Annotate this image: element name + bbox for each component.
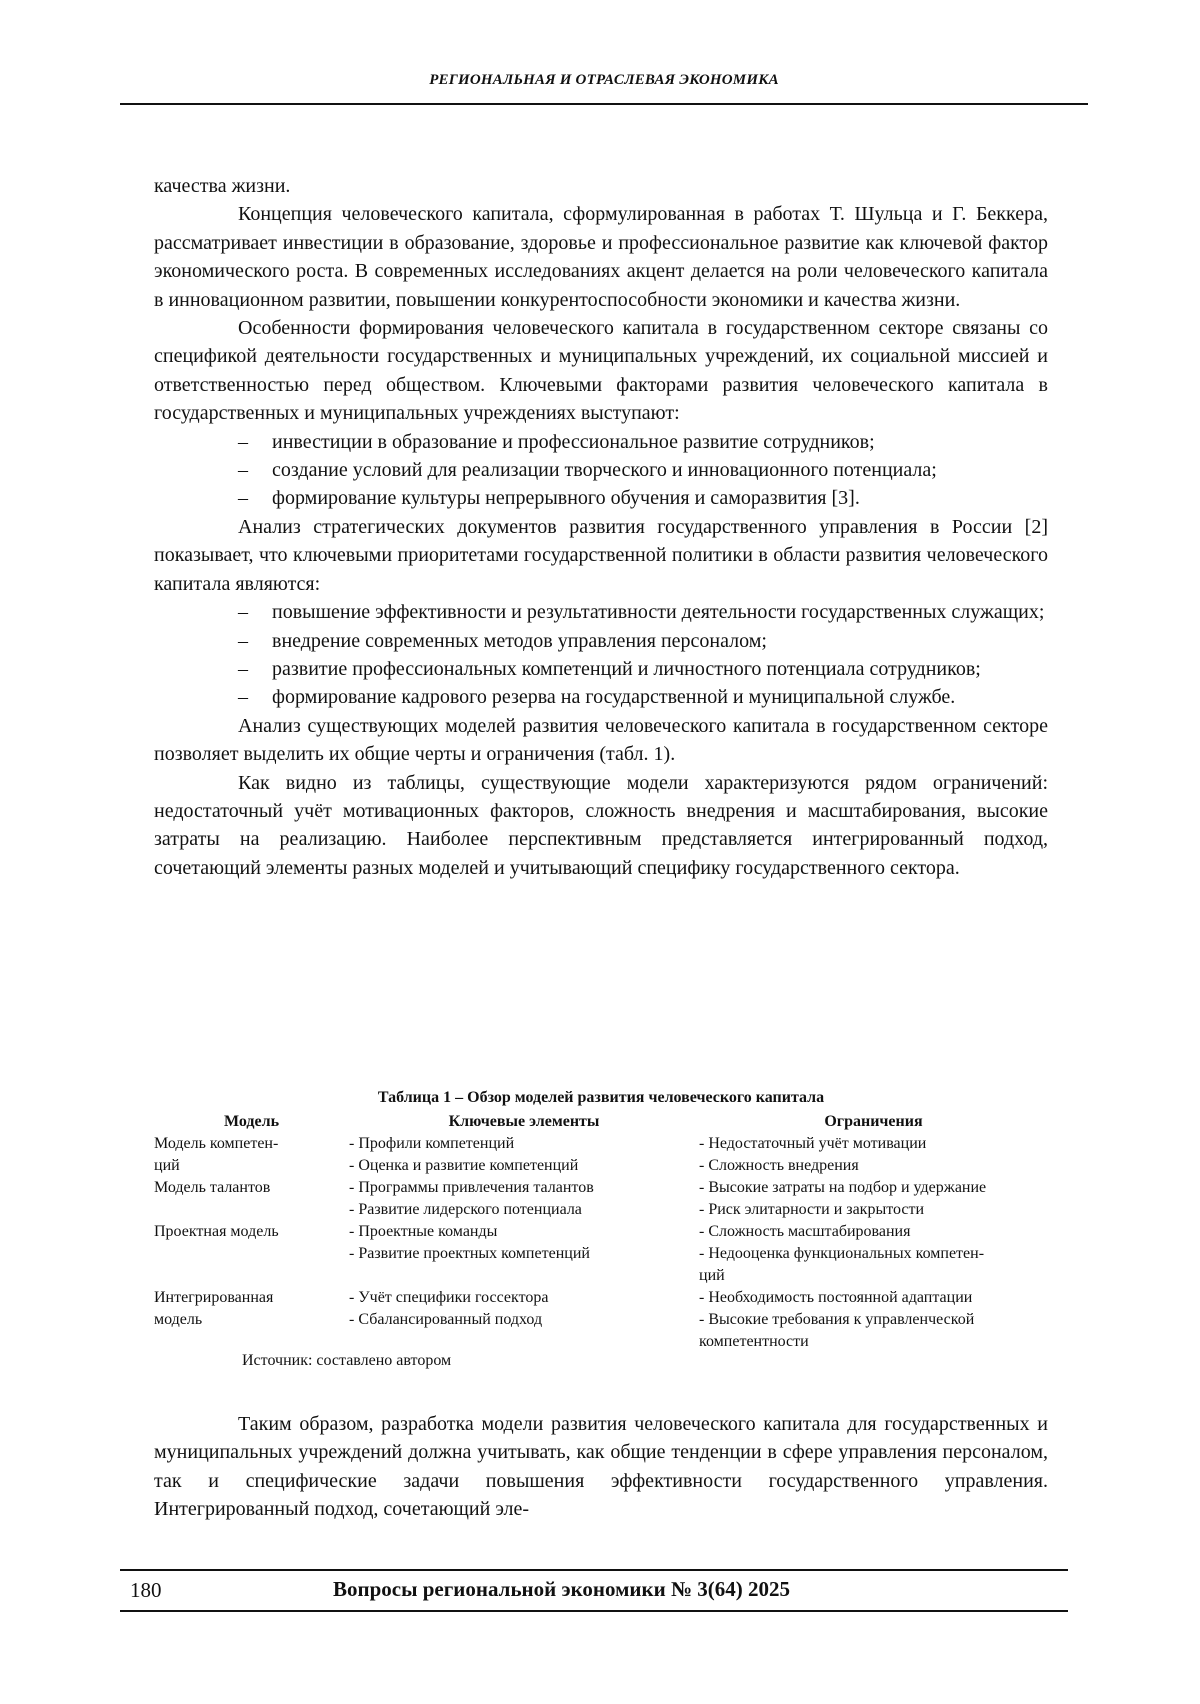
table-row bbox=[154, 1177, 1048, 1221]
footer-rule-bottom bbox=[120, 1610, 1068, 1612]
table-source-note: Источник: составлено автором bbox=[242, 1352, 452, 1369]
cell-limits bbox=[699, 1287, 1048, 1353]
list-dash: – bbox=[238, 430, 248, 453]
closing-paragraph bbox=[154, 1410, 1048, 1524]
paragraph: Как видно из таблицы, существующие модели характеризуются рядом ограничений: недостаточный учёт мотивационных факторов, сложность внедрения и масштабирования, высокие затраты на реализацию. Наиболее перспективным представляется интегрированный подход, сочетающий элементы разных моделей и учитывающий специфику государственного сектора. bbox=[154, 771, 1048, 879]
footer-rule-top bbox=[120, 1569, 1068, 1571]
list-dash: – bbox=[238, 629, 248, 652]
list-item bbox=[154, 484, 1048, 512]
cell-model bbox=[154, 1133, 349, 1177]
cell-line: Проектная модель bbox=[154, 1223, 279, 1240]
cell-limits bbox=[699, 1133, 1048, 1177]
cell-elements bbox=[349, 1177, 699, 1221]
cell-model bbox=[154, 1221, 349, 1287]
list-item-text: внедрение современных методов управления персоналом; bbox=[272, 629, 767, 652]
list-item-text: создание условий для реализации творческого и инновационного потенциала; bbox=[272, 459, 937, 482]
paragraph: Анализ существующих моделей развития человеческого капитала в государственном секторе позволяет выделить их общие черты и ограничения (табл. 1). bbox=[154, 714, 1048, 766]
article-body bbox=[154, 172, 1048, 882]
cell-line: - Проектные команды bbox=[349, 1223, 498, 1240]
page-number: 180 bbox=[130, 1578, 162, 1602]
cell-line: модель bbox=[154, 1311, 203, 1328]
cell-line: - Программы привлечения талантов bbox=[349, 1179, 594, 1196]
table-row bbox=[154, 1287, 1048, 1353]
cell-elements bbox=[349, 1287, 699, 1353]
column-header-elements: Ключевые элементы bbox=[448, 1113, 600, 1130]
cell-model bbox=[154, 1287, 349, 1353]
list-dash: – bbox=[238, 601, 248, 624]
cell-line: - Риск элитарности и закрытости bbox=[699, 1201, 925, 1218]
table-row bbox=[154, 1221, 1048, 1287]
list-item bbox=[154, 598, 1048, 626]
list-item-text: формирование культуры непрерывного обучения и саморазвития [3]. bbox=[272, 487, 860, 510]
cell-line: - Развитие проектных компетенций bbox=[349, 1245, 590, 1262]
list-dash: – bbox=[238, 657, 248, 680]
cell-line: компетентности bbox=[699, 1333, 809, 1350]
list-dash: – bbox=[238, 487, 248, 510]
cell-limits bbox=[699, 1221, 1048, 1287]
table-header-row bbox=[154, 1111, 1048, 1133]
cell-elements bbox=[349, 1133, 699, 1177]
list-item bbox=[154, 683, 1048, 711]
paragraph: Анализ стратегических документов развития государственного управления в России [2] показывает, что ключевыми приоритетами государственной политики в области развития человеческого капитала являются: bbox=[154, 515, 1048, 595]
cell-line: - Недостаточный учёт мотивации bbox=[699, 1135, 927, 1152]
cell-line: - Профили компетенций bbox=[349, 1135, 515, 1152]
cell-line: - Высокие требования к управленческой bbox=[699, 1311, 975, 1328]
running-head: РЕГИОНАЛЬНАЯ И ОТРАСЛЕВАЯ ЭКОНОМИКА bbox=[429, 72, 779, 88]
list-item bbox=[154, 456, 1048, 484]
cell-line: Интегрированная bbox=[154, 1289, 274, 1306]
list-item-text: формирование кадрового резерва на государственной и муниципальной службе. bbox=[272, 686, 956, 709]
paragraph: Таким образом, разработка модели развития человеческого капитала для государственных и муниципальных учреждений должна учитывать, как общие тенденции в сфере управления персоналом, так и специфические задачи повышения эффективности государственного управления. Интегрированный подход, сочетающий эле- bbox=[154, 1413, 1048, 1521]
cell-line: Модель компетен- bbox=[154, 1135, 279, 1152]
cell-line: - Высокие затраты на подбор и удержание bbox=[699, 1179, 987, 1196]
cell-line: ций bbox=[154, 1157, 180, 1174]
list-item bbox=[154, 627, 1048, 655]
journal-title: Вопросы региональной экономики № 3(64) 2025 bbox=[333, 1577, 791, 1601]
paragraph: качества жизни. bbox=[154, 175, 291, 197]
list-dash: – bbox=[238, 686, 248, 709]
table-caption: Таблица 1 – Обзор моделей развития человеческого капитала bbox=[377, 1089, 825, 1106]
list-item bbox=[154, 655, 1048, 683]
cell-line: - Необходимость постоянной адаптации bbox=[699, 1289, 973, 1306]
column-header-limits: Ограничения bbox=[824, 1113, 923, 1130]
table-row bbox=[154, 1133, 1048, 1177]
cell-line: - Недооценка функциональных компетен- bbox=[699, 1245, 985, 1262]
cell-line: - Развитие лидерского потенциала bbox=[349, 1201, 582, 1218]
cell-line: - Учёт специфики госсектора bbox=[349, 1289, 549, 1306]
list-item bbox=[154, 428, 1048, 456]
cell-line: ций bbox=[699, 1267, 725, 1284]
column-header-model: Модель bbox=[223, 1113, 280, 1130]
list-item-text: инвестиции в образование и профессиональное развитие сотрудников; bbox=[272, 430, 875, 453]
cell-line: - Оценка и развитие компетенций bbox=[349, 1157, 579, 1174]
list-dash: – bbox=[238, 459, 248, 482]
list-item-text: повышение эффективности и результативности деятельности государственных служащих; bbox=[272, 601, 1045, 624]
cell-model bbox=[154, 1177, 349, 1221]
models-table bbox=[154, 1111, 1048, 1353]
cell-line: - Сложность внедрения bbox=[699, 1157, 859, 1174]
cell-elements bbox=[349, 1221, 699, 1287]
cell-limits bbox=[699, 1177, 1048, 1221]
cell-line: - Сложность масштабирования bbox=[699, 1223, 911, 1240]
paragraph: Концепция человеческого капитала, сформулированная в работах Т. Шульца и Г. Беккера, рассматривает инвестиции в образование, здоровье и профессиональное развитие как ключевой фактор экономического роста. В современных исследованиях акцент делается на роли человеческого капитала в инновационном развитии, повышении конкурентоспособности экономики и качества жизни. bbox=[154, 203, 1048, 311]
list-item-text: развитие профессиональных компетенций и личностного потенциала сотрудников; bbox=[272, 657, 981, 680]
header-rule bbox=[120, 103, 1088, 105]
paragraph: Особенности формирования человеческого капитала в государственном секторе связаны со спецификой деятельности государственных и муниципальных учреждений, их социальной миссией и ответственностью перед обществом. Ключевыми факторами развития человеческого капитала в государственных и муниципальных учреждениях выступают: bbox=[154, 317, 1048, 425]
cell-line: - Сбалансированный подход bbox=[349, 1311, 543, 1328]
cell-line: Модель талантов bbox=[154, 1179, 271, 1196]
